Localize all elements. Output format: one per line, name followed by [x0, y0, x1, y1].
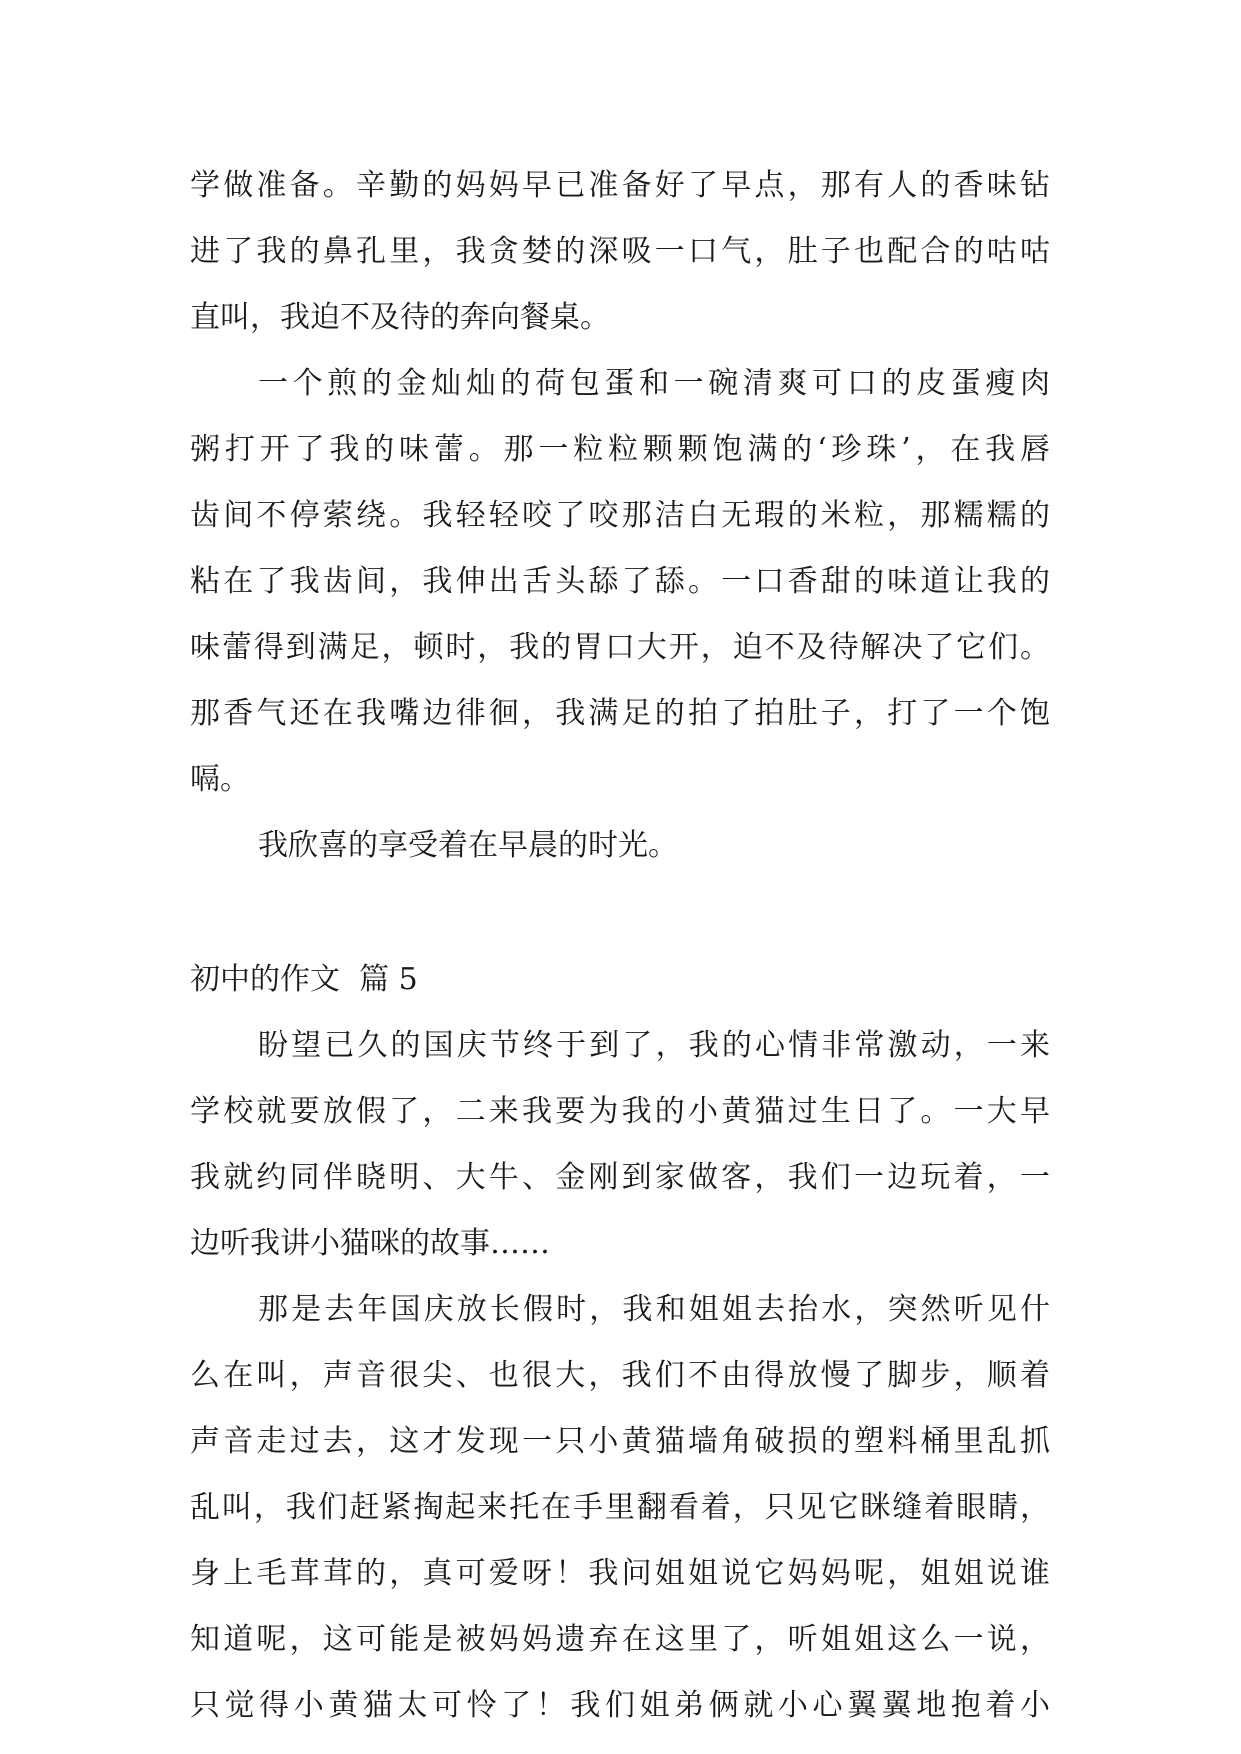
paragraph-line: 齿间不停萦绕。我轻轻咬了咬那洁白无瑕的米粒，那糯糯的 [190, 498, 1050, 533]
paragraph-line: 乱叫，我们赶紧掏起来托在手里翻看着，只见它眯缝着眼睛， [190, 1490, 1050, 1525]
paragraph-line: 学校就要放假了，二来我要为我的小黄猫过生日了。一大早 [190, 1094, 1050, 1129]
section-heading: 初中的作文 篇 5 [190, 962, 418, 997]
paragraph-line: 声音走过去，这才发现一只小黄猫墙角破损的塑料桶里乱抓 [190, 1424, 1050, 1459]
paragraph-line: 身上毛茸茸的，真可爱呀！我问姐姐说它妈妈呢，姐姐说谁 [190, 1556, 1050, 1591]
paragraph-line: 学做准备。辛勤的妈妈早已准备好了早点，那有人的香味钻 [190, 168, 1050, 203]
paragraph-line: 盼望已久的国庆节终于到了，我的心情非常激动，一来 [258, 1028, 1050, 1063]
paragraph-line: 嗝。 [190, 762, 250, 797]
paragraph-line: 那是去年国庆放长假时，我和姐姐去抬水，突然听见什 [258, 1292, 1050, 1327]
paragraph-line: 味蕾得到满足，顿时，我的胃口大开，迫不及待解决了它们。 [190, 630, 1050, 665]
paragraph-line: 一个煎的金灿灿的荷包蛋和一碗清爽可口的皮蛋瘦肉 [258, 366, 1050, 401]
paragraph-line: 么在叫，声音很尖、也很大，我们不由得放慢了脚步，顺着 [190, 1358, 1050, 1393]
paragraph-line: 我欣喜的享受着在早晨的时光。 [258, 828, 678, 863]
paragraph-line: 粥打开了我的味蕾。那一粒粒颗颗饱满的‘珍珠’，在我唇 [190, 432, 1050, 467]
paragraph-line: 知道呢，这可能是被妈妈遗弃在这里了，听姐姐这么一说， [190, 1622, 1050, 1657]
paragraph-line: 直叫，我迫不及待的奔向餐桌。 [190, 300, 610, 335]
paragraph-line: 粘在了我齿间，我伸出舌头舔了舔。一口香甜的味道让我的 [190, 564, 1050, 599]
paragraph-line: 进了我的鼻孔里，我贪婪的深吸一口气，肚子也配合的咕咕 [190, 234, 1050, 269]
paragraph-line: 边听我讲小猫咪的故事…… [190, 1226, 550, 1261]
paragraph-line: 只觉得小黄猫太可怜了！我们姐弟俩就小心翼翼地抱着小 [190, 1688, 1050, 1723]
paragraph-line: 我就约同伴晓明、大牛、金刚到家做客，我们一边玩着，一 [190, 1160, 1050, 1195]
paragraph-line: 那香气还在我嘴边徘徊，我满足的拍了拍肚子，打了一个饱 [190, 696, 1050, 731]
